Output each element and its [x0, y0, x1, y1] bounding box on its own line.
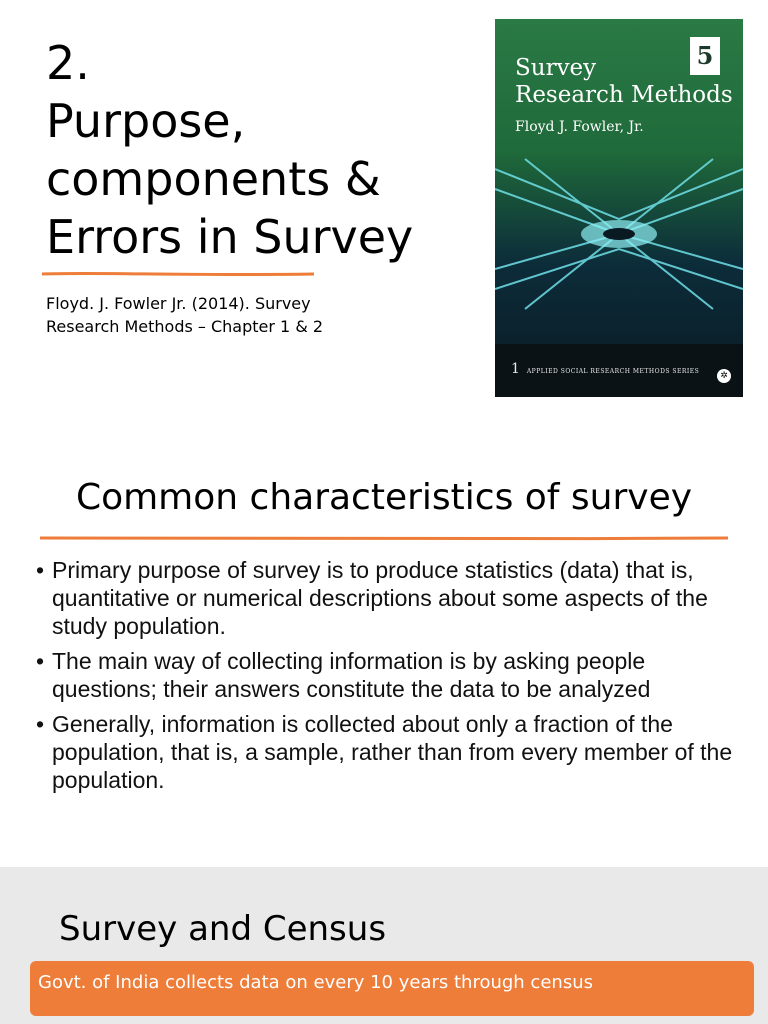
list-item — [36, 647, 736, 703]
bullet-icon: • — [36, 557, 45, 583]
bullet-text: The main way of collecting information is by asking people questions; their answers constitute the data to be analyzed — [52, 648, 651, 702]
bullet-icon: • — [36, 711, 45, 737]
series-name: APPLIED SOCIAL RESEARCH METHODS SERIES — [526, 368, 700, 375]
slide-3 — [0, 867, 768, 1024]
list-item — [36, 556, 736, 640]
edition-badge: 5 — [690, 37, 720, 75]
slide-2-title: Common characteristics of survey — [75, 477, 693, 518]
title-underline — [42, 272, 314, 276]
publisher-logo-icon: ✲ — [717, 369, 731, 383]
callout-text: Govt. of India collects data on every 10 years through census — [38, 972, 593, 993]
bullet-icon: • — [36, 648, 45, 674]
series-number: 1 — [511, 361, 521, 377]
slide-1-subtitle: Floyd. J. Fowler Jr. (2014). Survey Research Methods – Chapter 1 & 2 — [46, 294, 324, 336]
slide-1 — [0, 0, 768, 432]
title-underline — [40, 535, 728, 541]
book-cover-image — [495, 19, 743, 397]
slide-3-title: Survey and Census — [59, 909, 387, 949]
bullet-list — [36, 556, 736, 801]
book-title: Survey Research Methods — [515, 55, 733, 108]
list-item — [36, 710, 736, 794]
callout-box — [30, 961, 754, 1016]
slide-2 — [0, 432, 768, 864]
book-series — [511, 361, 699, 377]
bullet-text: Primary purpose of survey is to produce statistics (data) that is, quantitative or numerical descriptions about some aspects of the study population. — [52, 557, 708, 639]
bullet-text: Generally, information is collected about only a fraction of the population, that is, a sample, rather than from every member of the population. — [52, 711, 733, 793]
slide-1-title: 2. Purpose, components & Errors in Survey — [46, 36, 414, 264]
book-author: Floyd J. Fowler, Jr. — [515, 119, 644, 135]
